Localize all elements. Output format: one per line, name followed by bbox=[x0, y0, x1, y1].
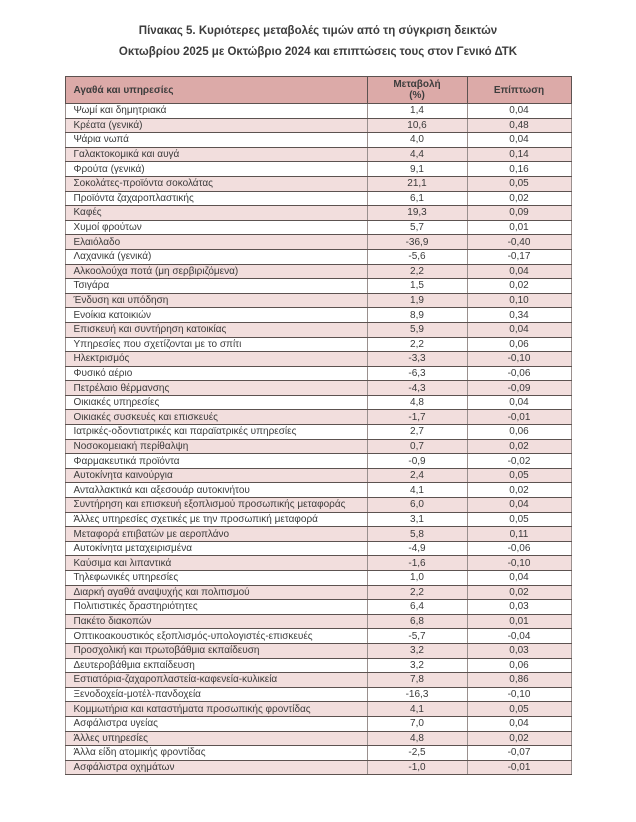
goods-cell: Πετρέλαιο θέρμανσης bbox=[65, 381, 367, 396]
table-row bbox=[65, 235, 571, 250]
change-cell: 1,5 bbox=[367, 279, 467, 294]
table-row bbox=[65, 731, 571, 746]
table-row bbox=[65, 176, 571, 191]
effect-cell: -0,10 bbox=[467, 556, 571, 571]
table-row bbox=[65, 425, 571, 440]
change-cell: 2,2 bbox=[367, 337, 467, 352]
goods-cell: Άλλες υπηρεσίες σχετικές με την προσωπική μεταφορά bbox=[65, 512, 367, 527]
effect-cell: 0,86 bbox=[467, 673, 571, 688]
goods-cell: Δευτεροβάθμια εκπαίδευση bbox=[65, 658, 367, 673]
effect-cell: 0,04 bbox=[467, 264, 571, 279]
change-cell: -5,6 bbox=[367, 249, 467, 264]
table-row bbox=[65, 322, 571, 337]
effect-cell: 0,11 bbox=[467, 527, 571, 542]
table-title-line1: Πίνακας 5. Κυριότερες μεταβολές τιμών από τη σύγκριση δεικτών bbox=[138, 25, 498, 37]
change-cell: -0,9 bbox=[367, 454, 467, 469]
effect-cell: -0,10 bbox=[467, 352, 571, 367]
effect-cell: 0,04 bbox=[467, 322, 571, 337]
effect-cell: 0,05 bbox=[467, 512, 571, 527]
effect-cell: 0,03 bbox=[467, 600, 571, 615]
goods-cell: Εστιατόρια-ζαχαροπλαστεία-καφενεία-κυλικεία bbox=[65, 673, 367, 688]
table-row bbox=[65, 162, 571, 177]
change-cell: 4,1 bbox=[367, 483, 467, 498]
goods-cell: Τηλεφωνικές υπηρεσίες bbox=[65, 571, 367, 586]
cpi-changes-table bbox=[65, 76, 572, 775]
change-cell: 3,2 bbox=[367, 643, 467, 658]
change-cell: -2,5 bbox=[367, 746, 467, 761]
goods-cell: Αλκοολούχα ποτά (μη σερβιριζόμενα) bbox=[65, 264, 367, 279]
change-cell: 5,7 bbox=[367, 220, 467, 235]
goods-cell: Λαχανικά (γενικά) bbox=[65, 249, 367, 264]
goods-cell: Πακέτο διακοπών bbox=[65, 614, 367, 629]
effect-cell: -0,01 bbox=[467, 410, 571, 425]
table-title-line2: Οκτωβρίου 2025 με Οκτώβριο 2024 και επιπτώσεις τους στον Γενικό ΔΤΚ bbox=[118, 46, 518, 58]
table-row bbox=[65, 439, 571, 454]
effect-cell: 0,04 bbox=[467, 571, 571, 586]
change-cell: -6,3 bbox=[367, 366, 467, 381]
effect-cell: 0,16 bbox=[467, 162, 571, 177]
goods-cell: Φρούτα (γενικά) bbox=[65, 162, 367, 177]
effect-cell: 0,02 bbox=[467, 439, 571, 454]
change-cell: 2,2 bbox=[367, 264, 467, 279]
goods-cell: Συντήρηση και επισκευή εξοπλισμού προσωπικής μεταφοράς bbox=[65, 498, 367, 513]
table-row bbox=[65, 468, 571, 483]
goods-cell: Ελαιόλαδο bbox=[65, 235, 367, 250]
effect-cell: 0,04 bbox=[467, 133, 571, 148]
change-cell: 5,9 bbox=[367, 322, 467, 337]
effect-cell: 0,02 bbox=[467, 279, 571, 294]
goods-cell: Άλλες υπηρεσίες bbox=[65, 731, 367, 746]
change-cell: 21,1 bbox=[367, 176, 467, 191]
col-header-change-line2: (%) bbox=[409, 90, 425, 101]
goods-cell: Ένδυση και υπόδηση bbox=[65, 293, 367, 308]
goods-cell: Μεταφορά επιβατών με αεροπλάνο bbox=[65, 527, 367, 542]
table-row bbox=[65, 571, 571, 586]
change-cell: -4,9 bbox=[367, 541, 467, 556]
table-row bbox=[65, 249, 571, 264]
goods-cell: Προσχολική και πρωτοβάθμια εκπαίδευση bbox=[65, 643, 367, 658]
goods-cell: Οικιακές υπηρεσίες bbox=[65, 395, 367, 410]
goods-cell: Νοσοκομειακή περίθαλψη bbox=[65, 439, 367, 454]
effect-cell: -0,40 bbox=[467, 235, 571, 250]
change-cell: 6,4 bbox=[367, 600, 467, 615]
table-row bbox=[65, 104, 571, 119]
change-cell: 5,8 bbox=[367, 527, 467, 542]
effect-cell: -0,01 bbox=[467, 760, 571, 775]
change-cell: 4,4 bbox=[367, 147, 467, 162]
effect-cell: 0,05 bbox=[467, 176, 571, 191]
change-cell: 4,8 bbox=[367, 731, 467, 746]
effect-cell: 0,02 bbox=[467, 731, 571, 746]
change-cell: 4,8 bbox=[367, 395, 467, 410]
goods-cell: Ασφάλιστρα υγείας bbox=[65, 716, 367, 731]
change-cell: -1,6 bbox=[367, 556, 467, 571]
change-cell: -4,3 bbox=[367, 381, 467, 396]
goods-cell: Φαρμακευτικά προϊόντα bbox=[65, 454, 367, 469]
table-row bbox=[65, 381, 571, 396]
goods-cell: Πολιτιστικές δραστηριότητες bbox=[65, 600, 367, 615]
table-row bbox=[65, 673, 571, 688]
effect-cell: 0,02 bbox=[467, 483, 571, 498]
effect-cell: 0,04 bbox=[467, 716, 571, 731]
effect-cell: -0,06 bbox=[467, 541, 571, 556]
goods-cell: Κομμωτήρια και καταστήματα προσωπικής φροντίδας bbox=[65, 702, 367, 717]
effect-cell: 0,04 bbox=[467, 498, 571, 513]
table-row bbox=[65, 527, 571, 542]
table-row bbox=[65, 352, 571, 367]
effect-cell: 0,06 bbox=[467, 337, 571, 352]
goods-cell: Υπηρεσίες που σχετίζονται με το σπίτι bbox=[65, 337, 367, 352]
goods-cell: Καύσιμα και λιπαντικά bbox=[65, 556, 367, 571]
change-cell: 3,1 bbox=[367, 512, 467, 527]
effect-cell: 0,10 bbox=[467, 293, 571, 308]
table-row bbox=[65, 206, 571, 221]
table-row bbox=[65, 760, 571, 775]
goods-cell: Χυμοί φρούτων bbox=[65, 220, 367, 235]
goods-cell: Επισκευή και συντήρηση κατοικίας bbox=[65, 322, 367, 337]
table-row bbox=[65, 716, 571, 731]
goods-cell: Ψάρια νωπά bbox=[65, 133, 367, 148]
effect-cell: -0,04 bbox=[467, 629, 571, 644]
effect-cell: 0,01 bbox=[467, 614, 571, 629]
change-cell: 7,0 bbox=[367, 716, 467, 731]
table-row bbox=[65, 337, 571, 352]
effect-cell: 0,04 bbox=[467, 104, 571, 119]
goods-cell: Ανταλλακτικά και αξεσουάρ αυτοκινήτου bbox=[65, 483, 367, 498]
change-cell: 4,1 bbox=[367, 702, 467, 717]
change-cell: -16,3 bbox=[367, 687, 467, 702]
table-row bbox=[65, 541, 571, 556]
change-cell: 8,9 bbox=[367, 308, 467, 323]
effect-cell: 0,02 bbox=[467, 191, 571, 206]
effect-cell: -0,07 bbox=[467, 746, 571, 761]
col-header-effect: Επίπτωση bbox=[467, 77, 571, 104]
table-title bbox=[0, 0, 636, 63]
change-cell: 1,9 bbox=[367, 293, 467, 308]
table-row bbox=[65, 614, 571, 629]
goods-cell: Οικιακές συσκευές και επισκευές bbox=[65, 410, 367, 425]
change-cell: -36,9 bbox=[367, 235, 467, 250]
table-row bbox=[65, 483, 571, 498]
goods-cell: Τσιγάρα bbox=[65, 279, 367, 294]
effect-cell: 0,01 bbox=[467, 220, 571, 235]
effect-cell: 0,05 bbox=[467, 702, 571, 717]
goods-cell: Ξενοδοχεία-μοτέλ-πανδοχεία bbox=[65, 687, 367, 702]
change-cell: 6,1 bbox=[367, 191, 467, 206]
goods-cell: Άλλα είδη ατομικής φροντίδας bbox=[65, 746, 367, 761]
effect-cell: 0,34 bbox=[467, 308, 571, 323]
goods-cell: Φυσικό αέριο bbox=[65, 366, 367, 381]
table-row bbox=[65, 191, 571, 206]
effect-cell: 0,06 bbox=[467, 425, 571, 440]
change-cell: -3,3 bbox=[367, 352, 467, 367]
change-cell: -1,7 bbox=[367, 410, 467, 425]
goods-cell: Ασφάλιστρα οχημάτων bbox=[65, 760, 367, 775]
table-row bbox=[65, 279, 571, 294]
change-cell: 2,4 bbox=[367, 468, 467, 483]
goods-cell: Ψωμί και δημητριακά bbox=[65, 104, 367, 119]
change-cell: 1,4 bbox=[367, 104, 467, 119]
table-row bbox=[65, 293, 571, 308]
effect-cell: 0,03 bbox=[467, 643, 571, 658]
effect-cell: -0,02 bbox=[467, 454, 571, 469]
col-header-change-percent bbox=[367, 77, 467, 104]
change-cell: 9,1 bbox=[367, 162, 467, 177]
table-row bbox=[65, 454, 571, 469]
table-row bbox=[65, 118, 571, 133]
table-row bbox=[65, 498, 571, 513]
change-cell: 1,0 bbox=[367, 571, 467, 586]
table-row bbox=[65, 147, 571, 162]
change-cell: 10,6 bbox=[367, 118, 467, 133]
goods-cell: Ηλεκτρισμός bbox=[65, 352, 367, 367]
effect-cell: 0,05 bbox=[467, 468, 571, 483]
change-cell: 2,2 bbox=[367, 585, 467, 600]
change-cell: 6,8 bbox=[367, 614, 467, 629]
goods-cell: Ιατρικές-οδοντιατρικές και παραϊατρικές υπηρεσίες bbox=[65, 425, 367, 440]
table-row bbox=[65, 410, 571, 425]
effect-cell: -0,06 bbox=[467, 366, 571, 381]
effect-cell: -0,17 bbox=[467, 249, 571, 264]
change-cell: 6,0 bbox=[367, 498, 467, 513]
goods-cell: Καφές bbox=[65, 206, 367, 221]
goods-cell: Αυτοκίνητα μεταχειρισμένα bbox=[65, 541, 367, 556]
effect-cell: 0,14 bbox=[467, 147, 571, 162]
table-row bbox=[65, 658, 571, 673]
goods-cell: Γαλακτοκομικά και αυγά bbox=[65, 147, 367, 162]
effect-cell: 0,04 bbox=[467, 395, 571, 410]
table-row bbox=[65, 643, 571, 658]
table-row bbox=[65, 133, 571, 148]
goods-cell: Κρέατα (γενικά) bbox=[65, 118, 367, 133]
effect-cell: 0,48 bbox=[467, 118, 571, 133]
goods-cell: Οπτικοακουστικός εξοπλισμός-υπολογιστές-επισκευές bbox=[65, 629, 367, 644]
table-row bbox=[65, 702, 571, 717]
table-row bbox=[65, 746, 571, 761]
change-cell: 4,0 bbox=[367, 133, 467, 148]
table-row bbox=[65, 629, 571, 644]
col-header-goods-and-services: Αγαθά και υπηρεσίες bbox=[65, 77, 367, 104]
table-row bbox=[65, 512, 571, 527]
change-cell: 3,2 bbox=[367, 658, 467, 673]
effect-cell: -0,10 bbox=[467, 687, 571, 702]
change-cell: -1,0 bbox=[367, 760, 467, 775]
change-cell: 7,8 bbox=[367, 673, 467, 688]
effect-cell: 0,09 bbox=[467, 206, 571, 221]
effect-cell: -0,09 bbox=[467, 381, 571, 396]
goods-cell: Αυτοκίνητα καινούργια bbox=[65, 468, 367, 483]
change-cell: 2,7 bbox=[367, 425, 467, 440]
goods-cell: Σοκολάτες-προϊόντα σοκολάτας bbox=[65, 176, 367, 191]
table-row bbox=[65, 556, 571, 571]
effect-cell: 0,06 bbox=[467, 658, 571, 673]
table-row bbox=[65, 220, 571, 235]
goods-cell: Ενοίκια κατοικιών bbox=[65, 308, 367, 323]
table-row bbox=[65, 585, 571, 600]
effect-cell: 0,02 bbox=[467, 585, 571, 600]
table-row bbox=[65, 395, 571, 410]
table-body bbox=[65, 104, 571, 775]
table-row bbox=[65, 308, 571, 323]
change-cell: -5,7 bbox=[367, 629, 467, 644]
goods-cell: Προϊόντα ζαχαροπλαστικής bbox=[65, 191, 367, 206]
table-row bbox=[65, 687, 571, 702]
table-row bbox=[65, 600, 571, 615]
change-cell: 19,3 bbox=[367, 206, 467, 221]
table-header-row bbox=[65, 77, 571, 104]
table-row bbox=[65, 264, 571, 279]
col-header-change-line1: Μεταβολή bbox=[393, 79, 441, 90]
change-cell: 0,7 bbox=[367, 439, 467, 454]
table-row bbox=[65, 366, 571, 381]
goods-cell: Διαρκή αγαθά αναψυχής και πολιτισμού bbox=[65, 585, 367, 600]
